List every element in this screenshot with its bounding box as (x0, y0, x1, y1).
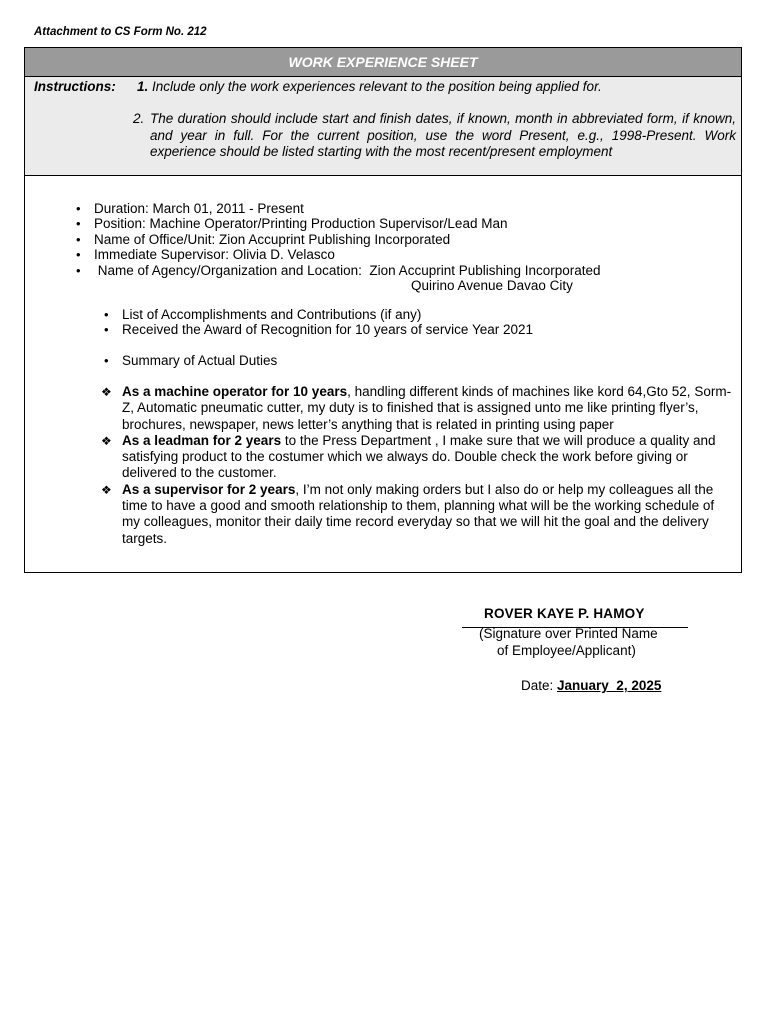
bullet-icon: • (76, 201, 81, 216)
detail-office: Name of Office/Unit: Zion Accuprint Publishing Incorporated (94, 231, 451, 247)
summary-heading: Summary of Actual Duties (122, 353, 278, 368)
duty-item (101, 432, 734, 482)
duty-lead: As a supervisor for 2 years (122, 481, 296, 497)
bullet-icon: • (76, 231, 81, 247)
bullet-icon: • (104, 307, 109, 322)
award-item: Received the Award of Recognition for 10 years of service Year 2021 (122, 322, 534, 338)
bullet-icon: • (104, 353, 109, 368)
detail-position: Position: Machine Operator/Printing Production Supervisor/Lead Man (94, 216, 508, 232)
diamond-bullet-icon: ❖ (101, 433, 112, 448)
duty-lead: As a machine operator for 10 years (122, 384, 348, 399)
instruction-2 (133, 111, 736, 161)
detail-duration: Duration: March 01, 2011 - Present (94, 201, 304, 216)
list-item (76, 201, 734, 216)
instruction-1-number: 1. (137, 79, 149, 94)
instruction-2-text: The duration should include start and finish dates, if known, month in abbreviated form, if known, and year in full. For the current position, use the word Present, e.g., 1998-Present. Work experience should be listed starting with the most recent/present employment (150, 111, 736, 159)
instructions-label: Instructions: (34, 79, 116, 94)
detail-supervisor: Immediate Supervisor: Olivia D. Velasco (94, 247, 335, 263)
list-item (94, 278, 734, 293)
signature-caption-1: (Signature over Printed Name (479, 626, 658, 641)
duty-lead: As a leadman for 2 years (122, 432, 282, 448)
accomplishments-heading: List of Accomplishments and Contributions (if any) (122, 307, 422, 322)
duty-item (101, 481, 734, 547)
instructions-panel (25, 77, 741, 176)
diamond-bullet-icon: ❖ (101, 385, 112, 399)
duty-text: , I’m not only making orders but I also do or help my colleagues all the time to have a good and smooth relationship to them, planning what will be the working schedule of my colleagues, monitor their daily time record everyday so that we will hit the goal and the delivery targets. (122, 481, 715, 546)
bullet-icon: • (76, 216, 81, 232)
list-item (76, 231, 734, 247)
duty-text: to the Press Department , I make sure that we will produce a quality and satisfying product to the costumer which we always do. Double check the work before giving or delivered to the customer. (122, 432, 716, 481)
date-row (521, 678, 661, 693)
accomplishment-list (104, 307, 734, 338)
diamond-bullet-icon: ❖ (101, 482, 112, 497)
instruction-1-text: Include only the work experiences relevant to the position being applied for. (152, 79, 602, 94)
date-label: Date: (521, 678, 558, 693)
bullet-icon: • (76, 262, 81, 278)
duty-text: , handling different kinds of machines like kord 64,Gto 52, Sorm-Z, Automatic pneumatic cutter, my duty is to finished that is assigned unto me like printing flyer’s, brochures, newspaper, news letter’s anything that is related in printing using paper (122, 384, 732, 432)
duties-list (101, 384, 734, 547)
sheet-title: WORK EXPERIENCE SHEET (25, 48, 741, 77)
date-value: January 2, 2025 (557, 678, 662, 693)
list-item (76, 216, 734, 232)
attachment-label: Attachment to CS Form No. 212 (34, 26, 207, 38)
list-item (104, 322, 734, 338)
duty-item (101, 384, 734, 433)
list-item (76, 262, 734, 278)
applicant-name: ROVER KAYE P. HAMOY (484, 606, 645, 621)
detail-location: Quirino Avenue Davao City (411, 278, 573, 294)
bullet-icon: • (76, 247, 81, 263)
summary-list (104, 353, 734, 368)
detail-list (76, 201, 734, 294)
list-item (104, 353, 734, 368)
detail-agency: Name of Agency/Organization and Location: Zion Accuprint Publishing Incorporated (94, 262, 601, 278)
list-item (76, 247, 734, 263)
work-experience-sheet (24, 47, 742, 573)
instruction-1 (137, 79, 602, 94)
list-item (104, 307, 734, 322)
instruction-2-number: 2. (133, 111, 145, 126)
bullet-icon: • (104, 322, 109, 338)
signature-caption-2: of Employee/Applicant) (497, 643, 636, 658)
